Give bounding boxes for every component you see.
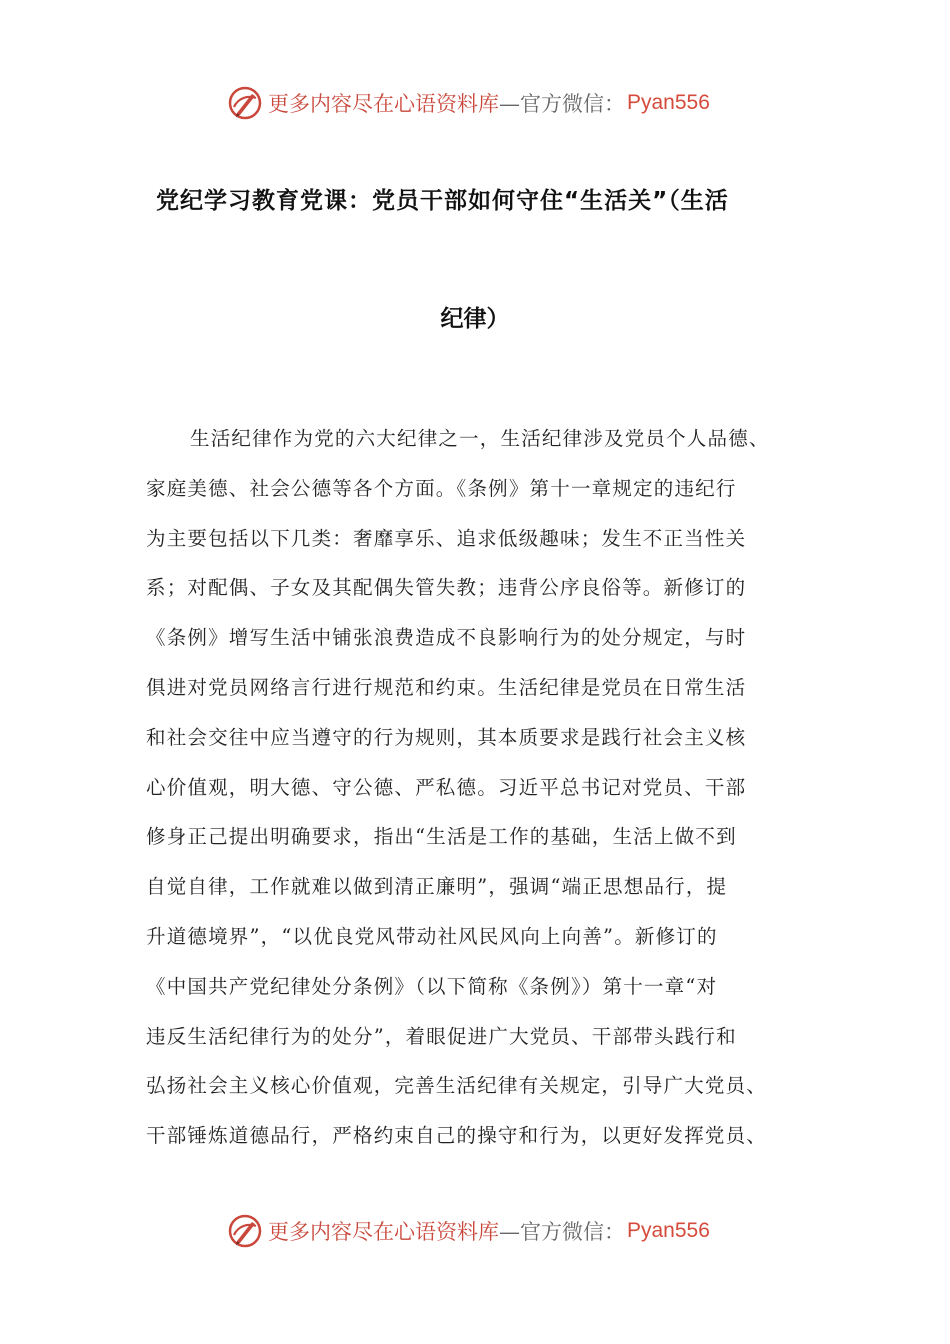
body-line: 《中国共产党纪律处分条例》（以下简称《条例》）第十一章“对 bbox=[146, 974, 718, 998]
body-line: 家庭美德、社会公德等各个方面。《条例》第十一章规定的违纪行 bbox=[146, 476, 737, 500]
banner-wechat-id: Pyan556 bbox=[627, 1219, 710, 1242]
body-line: 干部锤炼道德品行，严格约束自己的操守和行为，以更好发挥党员、 bbox=[146, 1124, 768, 1148]
body-line: 违反生活纪律行为的处分”，着眼促进广大党员、干部带头践行和 bbox=[146, 1024, 737, 1048]
body-paragraph bbox=[146, 414, 824, 1161]
body-line: 和社会交往中应当遵守的行为规则，其本质要求是践行社会主义核 bbox=[146, 725, 747, 749]
banner-wechat-id: Pyan556 bbox=[627, 91, 710, 114]
body-line: 升道德境界”，“以优良党风带动社风民风向上向善”。新修订的 bbox=[146, 924, 718, 948]
body-line: 《条例》增写生活中铺张浪费造成不良影响行为的处分规定，与时 bbox=[146, 626, 747, 650]
pen-logo-icon bbox=[228, 86, 262, 120]
banner-brand-text: 更多内容尽在心语资料库 bbox=[268, 1220, 499, 1244]
pen-logo-icon bbox=[228, 1214, 262, 1248]
body-line: 系；对配偶、子女及其配偶失管失教；违背公序良俗等。新修订的 bbox=[146, 576, 747, 600]
banner-official-label: —官方微信： bbox=[499, 1220, 625, 1244]
body-line: 俱进对党员网络言行进行规范和约束。生活纪律是党员在日常生活 bbox=[146, 675, 747, 699]
body-line: 弘扬社会主义核心价值观，完善生活纪律有关规定，引导广大党员、 bbox=[146, 1074, 768, 1098]
banner-brand-text: 更多内容尽在心语资料库 bbox=[268, 92, 499, 116]
body-line: 生活纪律作为党的六大纪律之一，生活纪律涉及党员个人品德、 bbox=[190, 427, 770, 450]
banner-official-label: —官方微信： bbox=[499, 92, 625, 116]
body-line: 心价值观，明大德、守公德、严私德。习近平总书记对党员、干部 bbox=[146, 775, 747, 799]
header-banner bbox=[228, 83, 710, 123]
body-line: 自觉自律，工作就难以做到清正廉明”，强调“端正思想品行，提 bbox=[146, 875, 728, 899]
document-title-line-1: 党纪学习教育党课：党员干部如何守住“生活关”（生活 bbox=[156, 188, 729, 214]
footer-banner bbox=[228, 1211, 710, 1251]
document-title-line-2: 纪律） bbox=[440, 306, 510, 332]
body-line: 修身正己提出明确要求，指出“生活是工作的基础，生活上做不到 bbox=[146, 825, 737, 849]
body-line: 为主要包括以下几类：奢靡享乐、追求低级趣味；发生不正当性关 bbox=[146, 526, 747, 550]
